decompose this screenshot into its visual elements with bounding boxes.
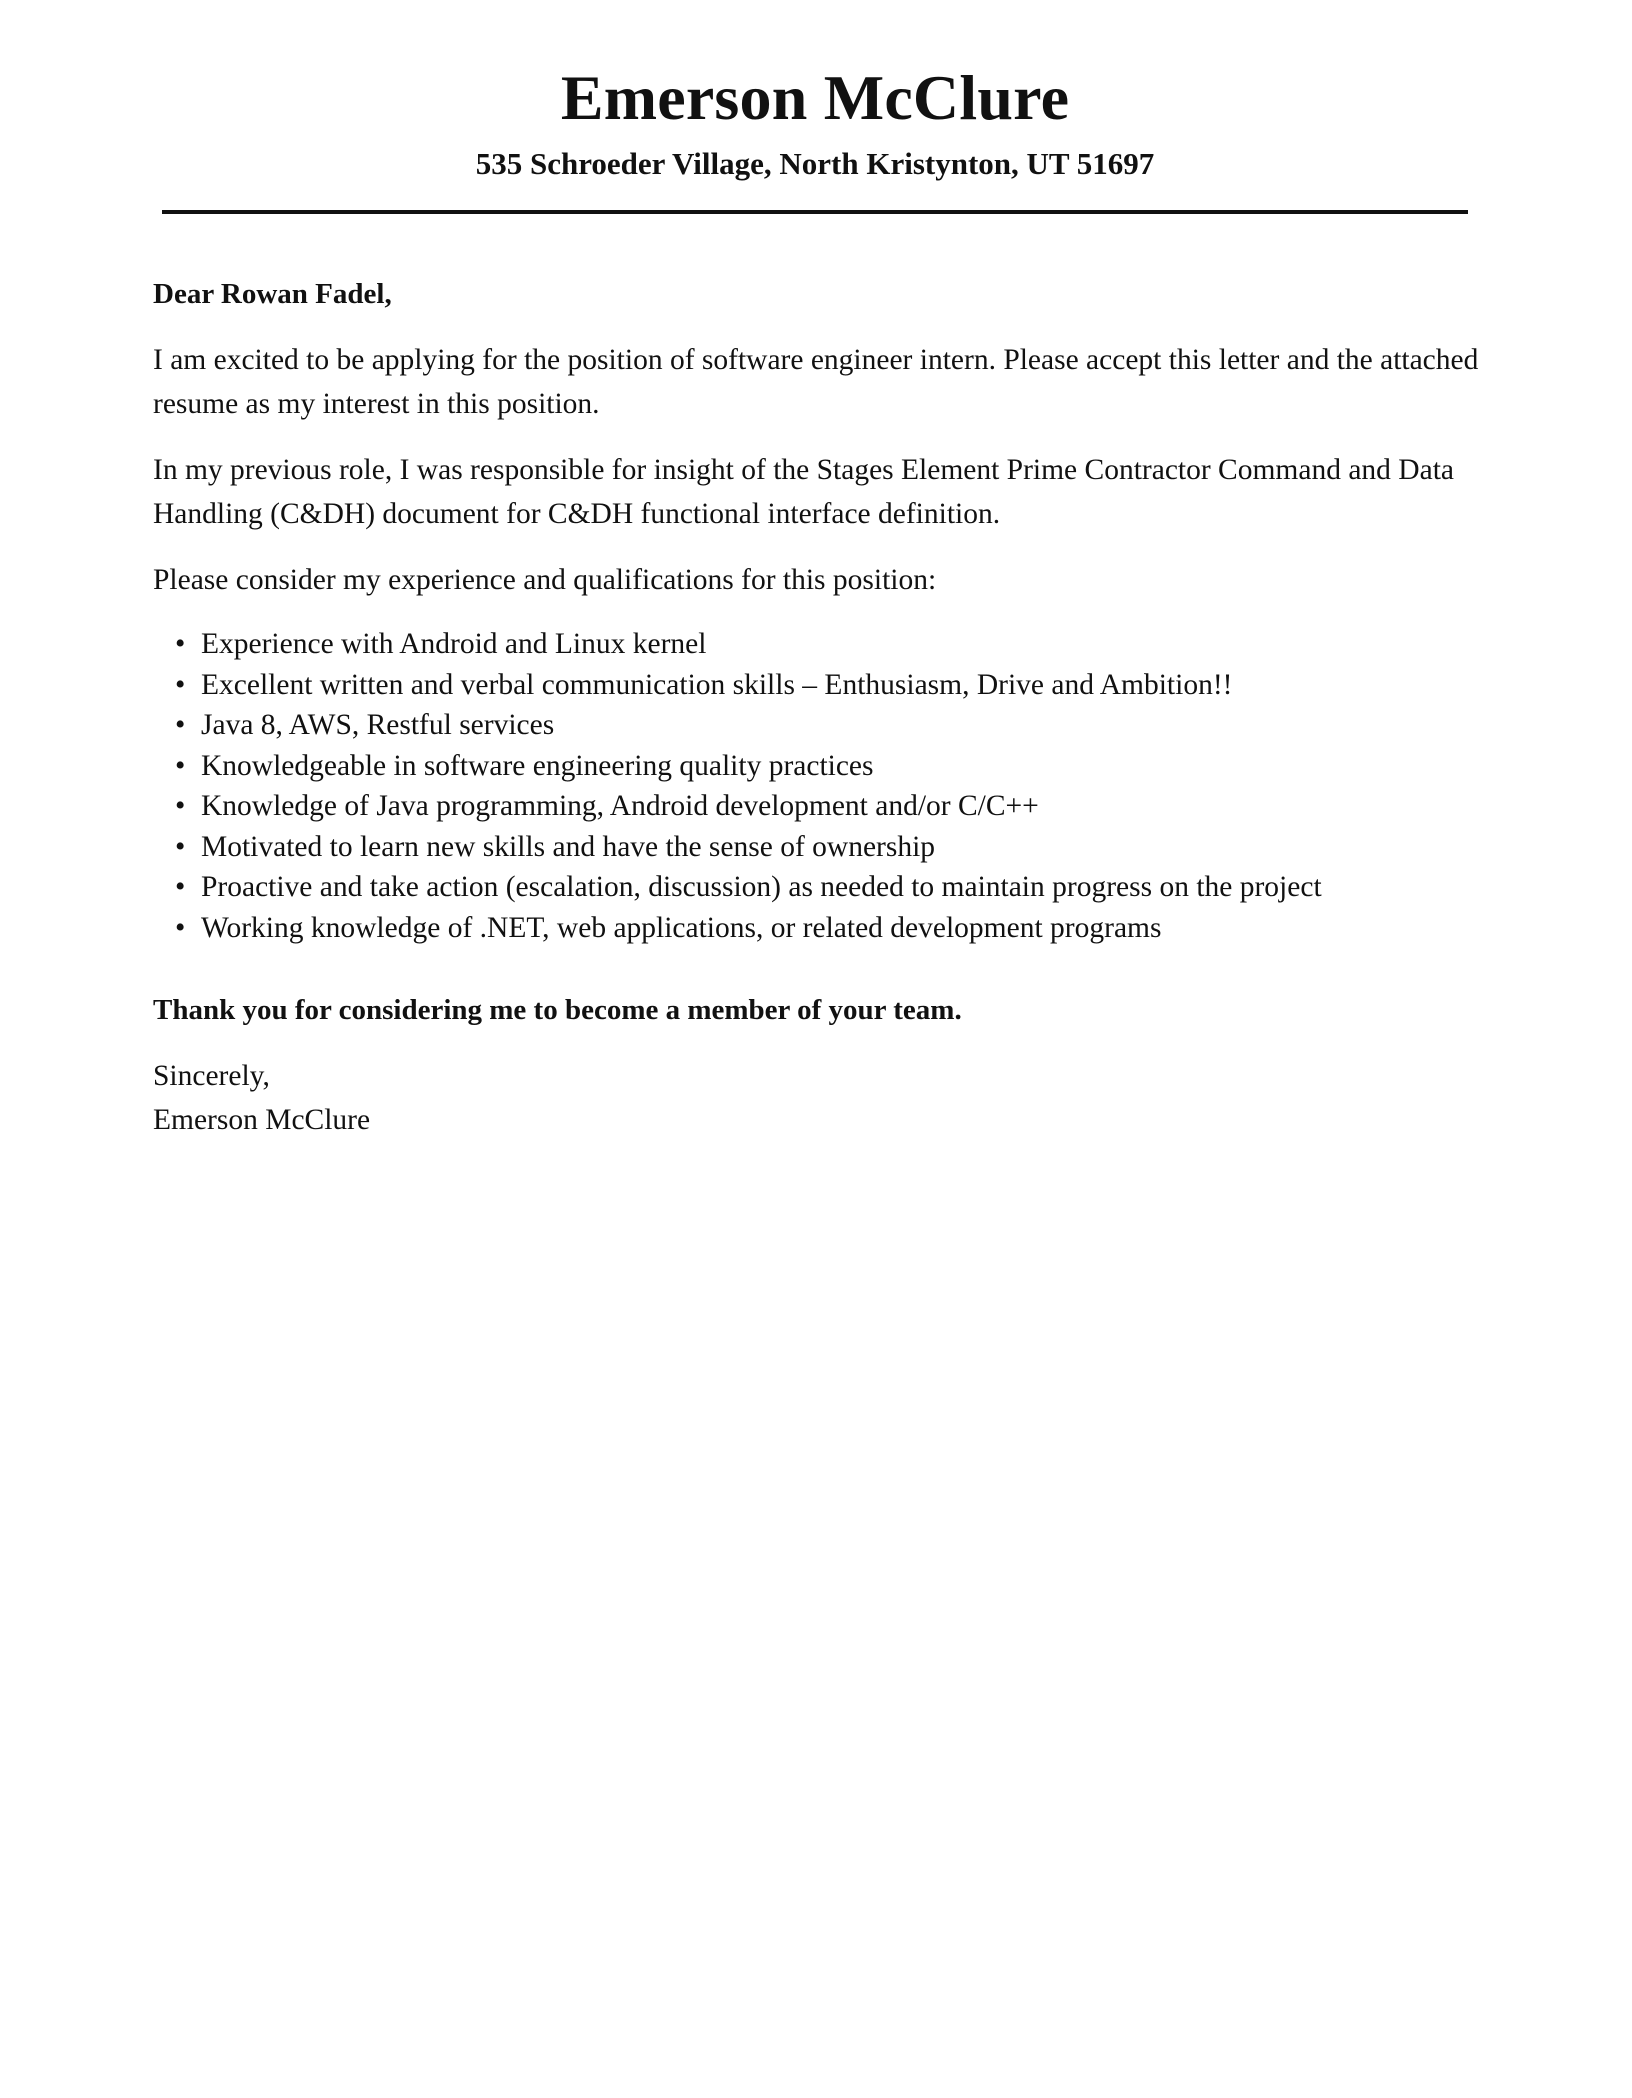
letter-header (162, 58, 1468, 181)
signature-name: Emerson McClure (153, 1104, 371, 1136)
list-item (175, 786, 1483, 827)
letter-body (153, 272, 1483, 1142)
applicant-address: 535 Schroeder Village, North Kristynton, UT 51697 (475, 146, 1155, 181)
bullet-icon: • (175, 871, 186, 903)
bullet-icon: • (175, 790, 186, 822)
list-item (175, 665, 1483, 706)
signoff-text: Sincerely, (153, 1060, 270, 1092)
list-item-text: Motivated to learn new skills and have the sense of ownership (201, 830, 936, 863)
bullet-icon: • (175, 709, 186, 741)
salutation: Dear Rowan Fadel, (153, 278, 392, 310)
qualifications-list (153, 624, 1483, 948)
list-item (175, 705, 1483, 746)
qualifications-intro: Please consider my experience and qualifications for this position: (153, 564, 937, 596)
list-item (175, 908, 1483, 949)
closing-statement: Thank you for considering me to become a member of your team. (153, 994, 962, 1026)
intro-paragraph: I am excited to be applying for the position of software engineer intern. Please accept this letter and the attached resume as my interest in this position. (153, 344, 1479, 420)
list-item (175, 624, 1483, 665)
bullet-icon: • (175, 668, 186, 701)
bullet-icon: • (175, 628, 186, 660)
list-item (175, 827, 1483, 868)
list-item-text: Java 8, AWS, Restful services (201, 709, 555, 741)
list-item-text: Knowledgeable in software engineering quality practices (201, 749, 874, 782)
bullet-icon: • (175, 911, 186, 944)
list-item-text: Knowledge of Java programming, Android development and/or C/C++ (201, 790, 1039, 822)
bullet-icon: • (175, 749, 186, 782)
list-item-text: Proactive and take action (escalation, discussion) as needed to maintain progress on the project (201, 871, 1322, 903)
applicant-name: Emerson McClure (560, 62, 1070, 133)
experience-paragraph: In my previous role, I was responsible for insight of the Stages Element Prime Contractor Command and Data Handling (C&DH) document for C&DH functional interface definition. (153, 454, 1454, 530)
list-item (175, 746, 1483, 787)
list-item (175, 867, 1483, 908)
signoff (153, 1054, 1483, 1142)
list-item-text: Excellent written and verbal communication skills – Enthusiasm, Drive and Ambition!! (201, 668, 1233, 701)
header-divider (162, 210, 1468, 214)
bullet-icon: • (175, 830, 186, 863)
list-item-text: Experience with Android and Linux kernel (201, 628, 707, 660)
list-item-text: Working knowledge of .NET, web applications, or related development programs (201, 911, 1162, 944)
